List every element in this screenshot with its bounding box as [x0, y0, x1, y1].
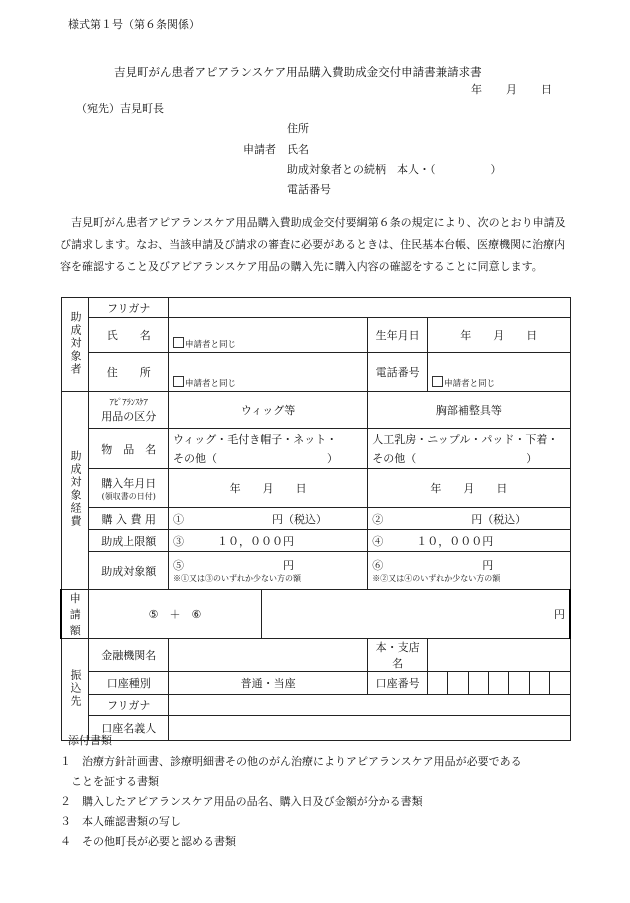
attachment-item: ３ 本人確認書類の写し	[60, 815, 181, 828]
phone-field[interactable]	[428, 353, 570, 392]
breast-limit: ④ １０，０００円	[368, 530, 570, 552]
limit-label: 助成上限額	[89, 530, 169, 552]
birth-label: 生年月日	[368, 318, 428, 353]
wig-items[interactable]: ウィッグ・毛付き帽子・ネット・ その他（ ）	[168, 429, 367, 469]
phone-same-checkbox[interactable]	[432, 376, 443, 387]
cost-label: 購 入 費 用	[89, 508, 169, 530]
intro-paragraph: 吉見町がん患者アピアランスケア用品購入費助成金交付要綱第６条の規定により、次のとおり申請及び請求します。なお、当該申請及び請求の審査に必要があるときは、住民基本台帳、医療機関に治療内容を確認すること及びアピアランスケア用品の購入先に購入内容の確認をすることに同意します。	[60, 216, 566, 273]
account-holder-field[interactable]	[168, 716, 570, 741]
same-as-applicant-label: 申請者と同じ	[184, 340, 236, 350]
furigana-label: フリガナ	[89, 298, 169, 318]
item-name-label: 物 品 名	[89, 429, 169, 469]
wig-cost[interactable]: ① 円（税込）	[168, 508, 367, 530]
applicant-relation: 助成対象者との続柄 本人・（ ）	[287, 163, 502, 176]
bank-name-label: 金融機関名	[89, 639, 169, 672]
date-month: 月	[506, 83, 517, 96]
account-number-field[interactable]	[428, 672, 570, 695]
account-number-label: 口座番号	[368, 672, 428, 695]
address-same-label: 申請者と同じ	[184, 379, 236, 389]
name-label: 氏 名	[89, 318, 169, 353]
addressee: （宛先）吉見町長	[76, 102, 164, 115]
breast-items[interactable]: 人工乳房・ニップル・パッド・下着・ その他（ ）	[368, 429, 570, 469]
attachment-item: ４ その他町長が必要と認める書類	[60, 835, 236, 848]
applicant-name-label: 氏名	[287, 143, 309, 156]
address-field[interactable]	[168, 353, 367, 392]
wig-limit: ③ １０，０００円	[168, 530, 367, 552]
section-recipient: 助成対象者	[61, 298, 89, 392]
applicant-address-label: 住所	[287, 122, 309, 135]
phone-label: 電話番号	[368, 353, 428, 392]
date-day: 日	[541, 83, 552, 96]
category-wig: ウィッグ等	[168, 392, 367, 429]
bank-furigana-label: フリガナ	[89, 695, 169, 716]
form-number: 様式第１号（第６条関係）	[68, 18, 200, 31]
attachment-item: １ 治療方針計画書、診療明細書その他のがん治療によりアピアランスケア用品が必要である	[60, 755, 522, 768]
branch-field[interactable]	[428, 639, 570, 672]
page-title: 吉見町がん患者アピアランスケア用品購入費助成金交付申請書兼請求書	[114, 65, 482, 79]
bank-name-field[interactable]	[168, 639, 367, 672]
breast-target-amount[interactable]: ⑥ 円 ※②又は④のいずれか少ない方の額	[368, 552, 570, 590]
same-as-applicant-checkbox[interactable]	[173, 337, 184, 348]
target-amount-label: 助成対象額	[89, 552, 169, 590]
apply-formula: ⑤ ＋ ⑥	[89, 590, 261, 639]
breast-purchase-date[interactable]: 年 月 日	[368, 469, 570, 508]
account-type-field[interactable]: 普通・当座	[168, 672, 367, 695]
birth-field[interactable]: 年 月 日	[428, 318, 570, 353]
date-year: 年	[471, 83, 482, 96]
apply-amount-field[interactable]: 円	[261, 590, 570, 639]
purchase-date-label: 購入年月日 (領収書の日付)	[89, 469, 169, 508]
category-breast: 胸部補整具等	[368, 392, 570, 429]
account-type-label: 口座種別	[89, 672, 169, 695]
name-field[interactable]	[168, 318, 367, 353]
account-holder-label: 口座名義人	[89, 716, 169, 741]
wig-target-amount[interactable]: ⑤ 円 ※①又は③のいずれか少ない方の額	[168, 552, 367, 590]
address-same-checkbox[interactable]	[173, 376, 184, 387]
furigana-field[interactable]	[168, 298, 570, 318]
wig-purchase-date[interactable]: 年 月 日	[168, 469, 367, 508]
breast-cost[interactable]: ② 円（税込）	[368, 508, 570, 530]
section-expenses: 助成対象経費	[61, 392, 89, 590]
address-label: 住 所	[89, 353, 169, 392]
application-table	[60, 297, 571, 741]
section-bank: 振込先	[61, 639, 89, 741]
applicant-phone-label: 電話番号	[287, 183, 331, 196]
bank-furigana-field[interactable]	[168, 695, 570, 716]
apply-amount-label: 申請額	[61, 590, 89, 639]
attachments-heading: 添付書類	[68, 734, 112, 747]
category-label: ｱﾋﾟｱﾗﾝｽｹｱ 用品の区分	[89, 392, 169, 429]
phone-same-label: 申請者と同じ	[444, 379, 496, 389]
attachment-item: ことを証する書類	[60, 775, 159, 788]
applicant-label: 申請者	[243, 143, 276, 156]
attachment-item: ２ 購入したアピアランスケア用品の品名、購入日及び金額が分かる書類	[60, 795, 423, 808]
branch-label: 本・支店名	[368, 639, 428, 672]
